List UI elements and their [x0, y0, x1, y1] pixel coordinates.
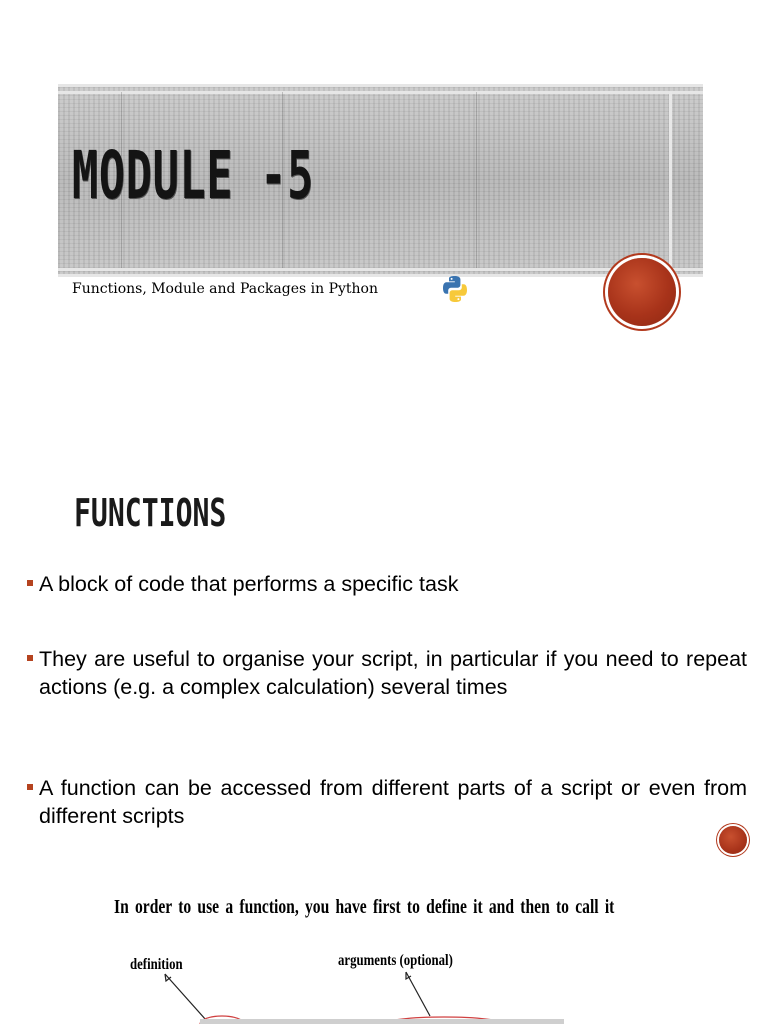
banner-top-line-inner — [58, 91, 703, 94]
arguments-label: arguments (optional) — [338, 952, 453, 969]
banner-right-line — [669, 92, 672, 268]
bullet-item — [27, 774, 747, 830]
banner-bottom-line-outer — [58, 274, 703, 277]
decorative-red-circle — [719, 826, 747, 854]
bullet-marker-icon — [27, 784, 33, 790]
decorative-red-circle — [608, 258, 676, 326]
bullet-text: A block of code that performs a specific task — [39, 572, 459, 596]
bullet-item — [27, 570, 747, 598]
bullet-item — [27, 645, 747, 701]
banner-top-line — [58, 84, 703, 87]
bullet-text: A function can be accessed from different parts of a script or even from different scripts — [39, 776, 747, 828]
definition-arrow — [165, 974, 206, 1020]
bullet-marker-icon — [27, 580, 33, 586]
arguments-arrow — [406, 972, 430, 1016]
code-block-edge — [200, 1019, 564, 1024]
banner-bottom-line — [58, 268, 703, 271]
bullet-text: They are useful to organise your script, in particular if you need to repeat actions (e.g. a complex calculation) several times — [39, 647, 747, 699]
banner-panel-divider — [476, 92, 477, 268]
intro-text: In order to use a function, you have first to define it and then to call it — [114, 896, 615, 918]
slide-subtitle: Functions, Module and Packages in Python — [72, 281, 379, 297]
bullet-marker-icon — [27, 655, 33, 661]
slide-title: MODULE -5 — [72, 137, 314, 214]
definition-label: definition — [130, 956, 183, 973]
annotation-arrows — [0, 960, 768, 1024]
python-logo-icon — [442, 275, 468, 303]
section-heading: FUNCTIONS — [74, 491, 227, 535]
